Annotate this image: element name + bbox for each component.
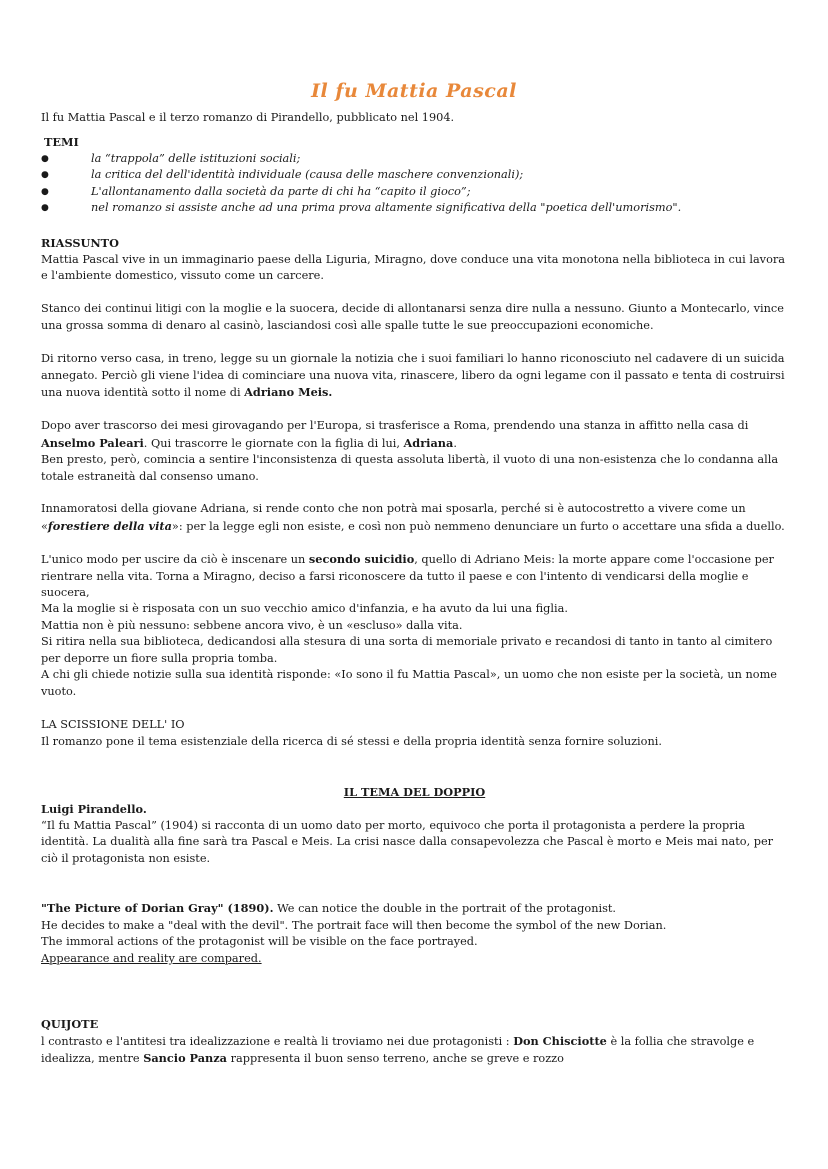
list-item: ● L'allontanamento dalla società da parte di chi ha “capito il gioco”;: [41, 184, 788, 201]
page-title: Il fu Mattia Pascal: [311, 80, 517, 102]
riassunto-heading: RIASSUNTO: [41, 236, 119, 250]
riassunto-section: [41, 235, 788, 285]
forestiere-quote: forestiere della vita: [47, 518, 172, 533]
temi-heading: TEMI: [44, 135, 79, 149]
adriano-meis-name: Adriano Meis.: [244, 385, 333, 400]
quijote-heading: QUIJOTE: [41, 1017, 99, 1031]
pirandello-heading: Luigi Pirandello.: [41, 802, 147, 816]
intro-text: Il fu Mattia Pascal e il terzo romanzo di Pirandello, pubblicato nel 1904.: [41, 111, 455, 124]
doppio-heading: IL TEMA DEL DOPPIO: [343, 785, 486, 799]
riassunto-paragraph: Ma la moglie si è risposata con un suo vecchio amico d'infanzia, e ha avuto da lui una figlia. Mattia non è più nessuno: sebbene ancora vivo, è un «escluso» dalla vita. Si ritira nella sua biblioteca, dedicandosi alla stesura di una sorta di memoriale privato e recandosi di tanto in tanto al cimitero per deporre un fiore sulla propria tomba. A chi gli chiede notizie sulla sua identità risponde: «Io sono il fu Mattia Pascal», un uomo che non esiste per la società, un nome vuoto.: [41, 602, 777, 698]
riassunto-paragraph: L'unico modo per uscire da ciò è inscenare un secondo suicidio, quello di Adriano Meis: la morte appare come l'occasione per rientrare nella vita. Torna a Miragno, deciso a farsi riconoscere da tutto il paese e con l'intento di vendicarsi della moglie e suocera,: [41, 552, 774, 600]
dorian-section: "The Picture of Dorian Gray" (1890). We can notice the double in the portrait of the protagonist. He decides to make a "deal with the devil". The portrait face will then become the symbol of the new Dorian. The immoral actions of the protagonist will be visible on the face portrayed. Appearance and reality are compared.: [41, 901, 667, 965]
pirandello-text: “Il fu Mattia Pascal” (1904) si racconta di un uomo dato per morto, equivoco che porta il protagonista a perdere la propria identità. La dualità alla fine sarà tra Pascal e Meis. La crisi nasce dalla consapevolezza che Pascal è morto e Meis mai nato, per ciò il protagonista non esiste.: [41, 818, 774, 865]
riassunto-paragraph: Di ritorno verso casa, in treno, legge su un giornale la notizia che i suoi familiari lo hanno riconosciuto nel cadavere di un suicida annegato. Perciò gli viene l'idea di cominciare una nuova vita, rinascere, libero da ogni legame con il passato e tenta di costruirsi una nuova identità sotto il nome di Adriano Meis.: [41, 352, 785, 400]
list-item: ● la critica del dell'identità individuale (causa delle maschere convenzionali);: [41, 167, 788, 184]
riassunto-paragraph: Stanco dei continui litigi con la moglie e la suocera, decide di allontanarsi senza dire nulla a nessuno. Giunto a Montecarlo, vince una grossa somma di denaro al casinò, lasciandosi così alle spalle tutte le sue preoccupazioni economiche.: [41, 302, 784, 332]
list-item: ● nel romanzo si assiste anche ad una prima prova altamente significativa della "poetica dell'umorismo".: [41, 200, 788, 217]
riassunto-paragraph: Innamoratosi della giovane Adriana, si rende conto che non potrà mai sposarla, perché si è autocostretto a vivere come un «forestiere della vita»: per la legge egli non esiste, e così non può nemmeno denunciare un furto o accettare una sfida a duello.: [41, 502, 785, 533]
temi-list: [41, 151, 788, 217]
quijote-section: [41, 1016, 788, 1068]
scissione-text: Il romanzo pone il tema esistenziale della ricerca di sé stessi e della propria identità senza fornire soluzioni.: [41, 734, 662, 748]
dorian-title: "The Picture of Dorian Gray" (1890).: [41, 901, 274, 915]
scissione-section: [41, 717, 788, 750]
list-item: ● la “trappola” delle istituzioni sociali;: [41, 151, 788, 168]
appearance-reality-note: Appearance and reality are compared.: [41, 951, 262, 965]
pirandello-section: [41, 801, 788, 867]
riassunto-paragraph: Mattia Pascal vive in un immaginario paese della Liguria, Miragno, dove conduce una vita monotona nella biblioteca in cui lavora e l'ambiente domestico, vissuto come un carcere.: [41, 252, 786, 283]
scissione-heading: LA SCISSIONE DELL' IO: [41, 718, 185, 731]
riassunto-paragraph: Dopo aver trascorso dei mesi girovagando per l'Europa, si trasferisce a Roma, prendendo una stanza in affitto nella casa di Anselmo Paleari. Qui trascorre le giornate con la figlia di lui, Adriana. Ben presto, però, comincia a sentire l'inconsistenza di questa assoluta libertà, il vuoto di una non-esistenza che lo condanna alla totale estraneità dal consenso umano.: [41, 419, 779, 483]
quijote-text: l contrasto e l'antitesi tra idealizzazione e realtà li troviamo nei due protagonisti : Don Chisciotte è la follia che stravolge e idealizza, mentre Sancio Panza rappresenta il buon senso terreno, anche se greve e rozzo: [41, 1033, 755, 1066]
temi-section: [41, 134, 788, 217]
